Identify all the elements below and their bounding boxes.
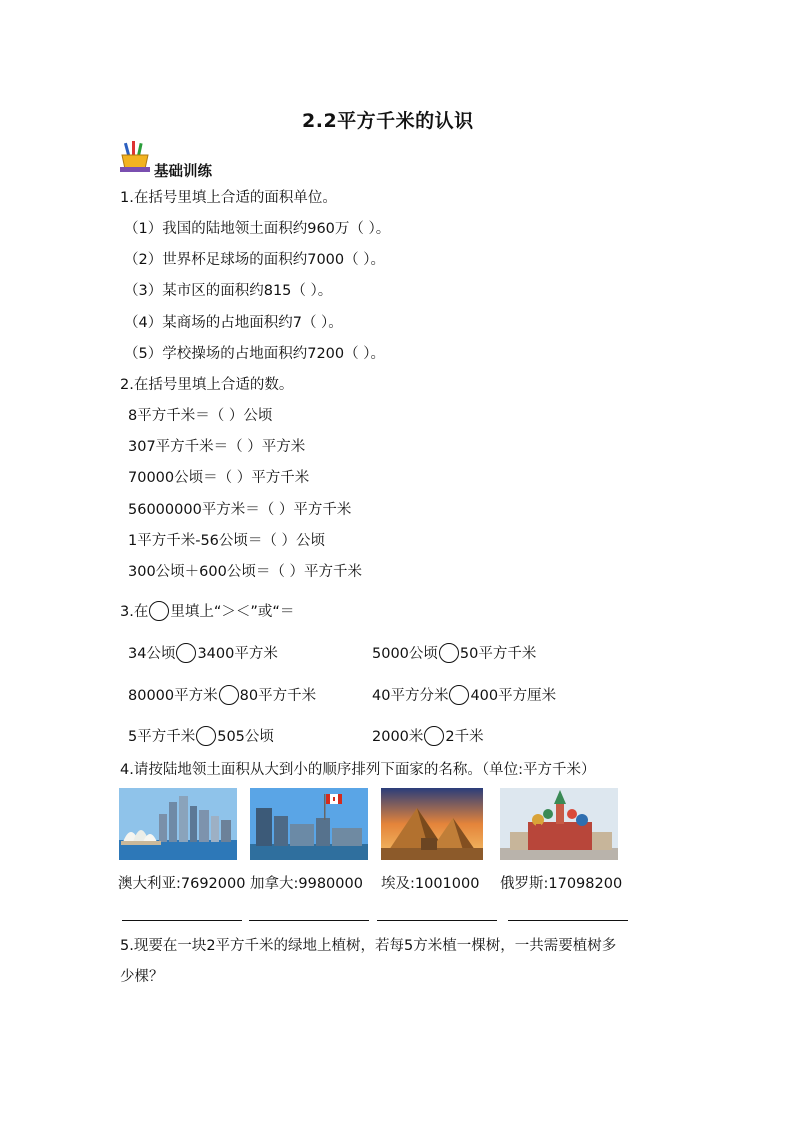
answer-line[interactable] — [249, 920, 369, 921]
q3-left-term: 5000公顷 — [372, 646, 438, 662]
q2-item: 307平方千米＝（ ）平方米 — [128, 439, 306, 455]
q1-item: （3）某市区的面积约815（ ）。 — [124, 283, 333, 299]
q3-left-term: 40平方分米 — [372, 688, 449, 704]
q3-right-term: 400平方厘米 — [470, 688, 557, 704]
compare-circle-icon[interactable] — [439, 643, 459, 663]
q3-right-term: 50平方千米 — [459, 646, 537, 662]
q2-item: 1平方千米-56公顷＝（ ）公顷 — [128, 533, 326, 549]
q1-item: （5）学校操场的占地面积约7200（ ）。 — [124, 346, 385, 362]
q3-row-right — [372, 642, 536, 663]
q3-row-right — [372, 684, 556, 705]
compare-circle-icon[interactable] — [424, 726, 444, 746]
country-label: 俄罗斯:17098200 — [500, 876, 623, 892]
q3-stem-pre: 3.在 — [120, 604, 149, 620]
answer-line[interactable] — [508, 920, 628, 921]
q1-item: （1）我国的陆地领土面积约960万（ ）。 — [124, 221, 391, 237]
q3-left-term: 80000平方米 — [128, 688, 218, 704]
compare-circle-icon[interactable] — [196, 726, 216, 746]
q1-item: （2）世界杯足球场的面积约7000（ ）。 — [124, 252, 385, 268]
books-pencil-cup-icon — [118, 141, 152, 173]
q3-row-left — [128, 725, 274, 746]
q3-left-term: 2000米 — [372, 729, 424, 745]
q2-item: 70000公顷＝（ ）平方千米 — [128, 470, 310, 486]
country-label: 加拿大:9980000 — [250, 876, 363, 892]
answer-line[interactable] — [122, 920, 242, 921]
compare-circle-icon[interactable] — [449, 685, 469, 705]
russia-saint-basil-photo — [500, 788, 618, 860]
compare-circle-icon[interactable] — [176, 643, 196, 663]
compare-circle-icon — [149, 601, 169, 621]
q3-right-term: 505公顷 — [217, 729, 274, 745]
q2-item: 8平方千米＝（ ）公顷 — [128, 408, 273, 424]
egypt-pyramids-photo — [381, 788, 499, 860]
q2-item: 300公顷＋600公顷＝（ ）平方千米 — [128, 564, 362, 580]
answer-line[interactable] — [377, 920, 497, 921]
country-label: 埃及:1001000 — [381, 876, 480, 892]
section-label: 基础训练 — [154, 164, 212, 180]
q3-right-term: 80平方千米 — [239, 688, 317, 704]
page-title: 2.2平方千米的认识 — [302, 110, 474, 132]
sydney-opera-house-photo — [119, 788, 237, 860]
q3-row-left — [128, 684, 316, 705]
q3-right-term: 3400平方米 — [197, 646, 278, 662]
q3-stem — [120, 600, 294, 621]
q5-line: 5.现要在一块2平方千米的绿地上植树，若每5方米植一棵树，一共需要植树多 — [120, 938, 617, 954]
q3-row-right — [372, 725, 484, 746]
q2-stem: 2.在括号里填上合适的数。 — [120, 377, 294, 393]
q4-stem: 4.请按陆地领土面积从大到小的顺序排列下面家的名称。（单位:平方千米） — [120, 762, 596, 778]
q3-left-term: 5平方千米 — [128, 729, 196, 745]
q3-row-left — [128, 642, 278, 663]
q3-left-term: 34公顷 — [128, 646, 176, 662]
q3-stem-post: 里填上“＞＜”或“＝ — [170, 604, 295, 620]
canada-harbour-flag-photo — [250, 788, 368, 860]
q2-item: 56000000平方米＝（ ）平方千米 — [128, 502, 352, 518]
country-label: 澳大利亚:7692000 — [118, 876, 246, 892]
q5-line: 少棵？ — [120, 969, 164, 985]
q1-item: （4）某商场的占地面积约7（ ）。 — [124, 315, 343, 331]
compare-circle-icon[interactable] — [219, 685, 239, 705]
q3-right-term: 2千米 — [445, 729, 484, 745]
q1-stem: 1.在括号里填上合适的面积单位。 — [120, 190, 337, 206]
